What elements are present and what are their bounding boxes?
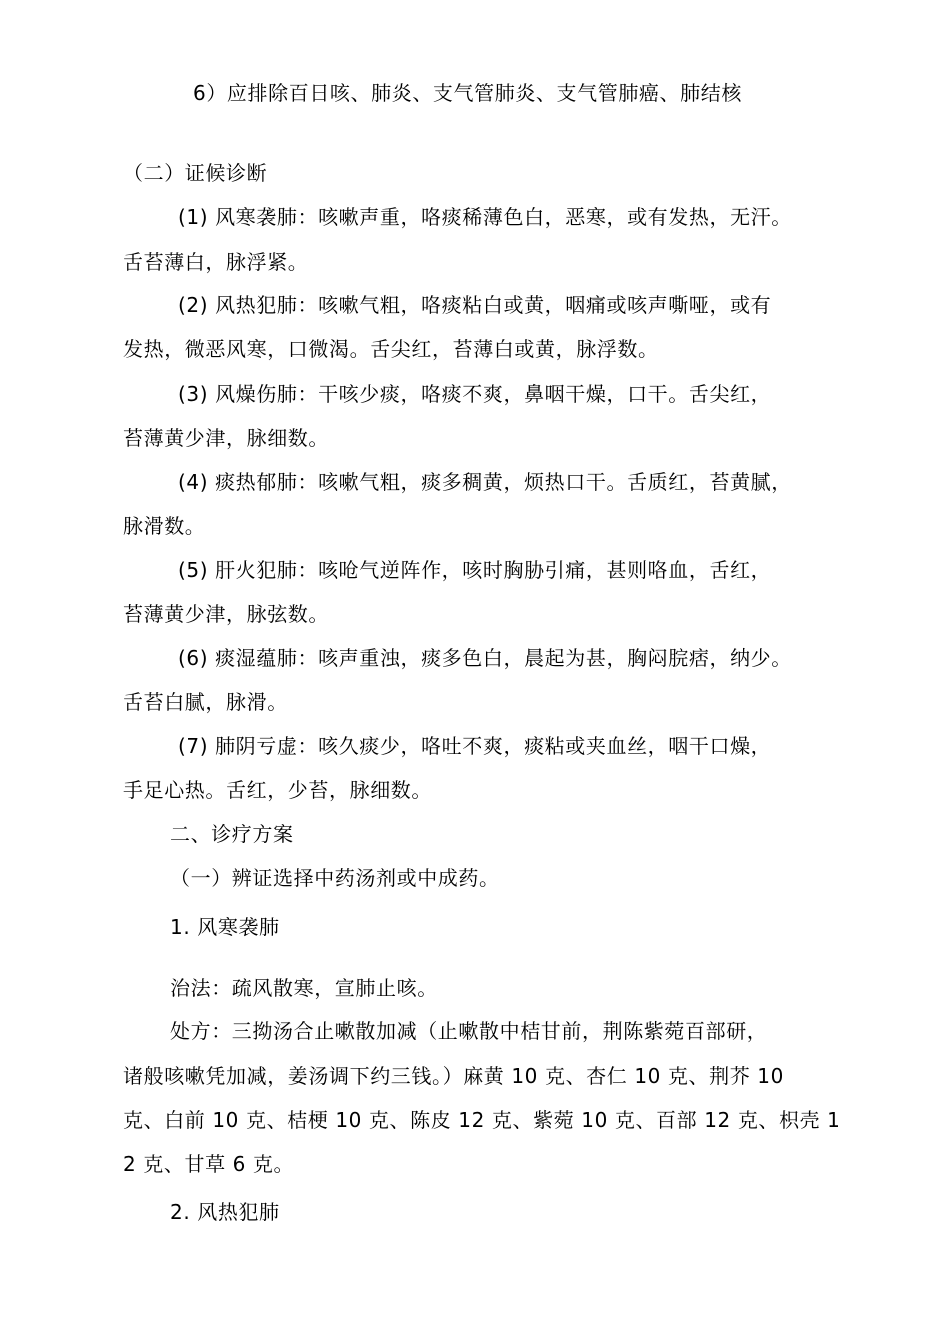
syndrome-1-line2: 舌苔薄白，脉浮紧。 xyxy=(123,250,309,274)
syndrome-7-line1: (7) 肺阴亏虚：咳久痰少，咯吐不爽，痰粘或夹血丝，咽干口燥， xyxy=(178,734,772,758)
type-1-treatment-method: 治法：疏风散寒，宣肺止咳。 xyxy=(170,976,438,1000)
syndrome-1-line1: (1) 风寒袭肺：咳嗽声重，咯痰稀薄色白，恶寒，或有发热，无汗。 xyxy=(178,205,792,229)
type-2-title: 2. 风热犯肺 xyxy=(170,1200,280,1224)
syndrome-6-line1: (6) 痰湿蕴肺：咳声重浊，痰多色白，晨起为甚，胸闷脘痞，纳少。 xyxy=(178,646,792,670)
syndrome-6-line2: 舌苔白腻，脉滑。 xyxy=(123,690,288,714)
sub-heading-herbal-selection: （一）辨证选择中药汤剂或中成药。 xyxy=(170,866,500,890)
syndrome-4-line1: (4) 痰热郁肺：咳嗽气粗，痰多稠黄，烦热口干。舌质红，苔黄腻， xyxy=(178,470,792,494)
heading-treatment-plan: 二、诊疗方案 xyxy=(170,822,294,846)
syndrome-5-line2: 苔薄黄少津，脉弦数。 xyxy=(123,602,329,626)
type-1-title: 1. 风寒袭肺 xyxy=(170,915,280,939)
type-1-prescription-line3: 克、白前 10 克、桔梗 10 克、陈皮 12 克、紫菀 10 克、百部 12 克、枳壳 1 xyxy=(123,1108,841,1132)
type-1-prescription-line2: 诸般咳嗽凭加减，姜汤调下约三钱。）麻黄 10 克、杏仁 10 克、荆芥 10 xyxy=(123,1064,784,1088)
syndrome-5-line1: (5) 肝火犯肺：咳呛气逆阵作，咳时胸胁引痛，甚则咯血，舌红， xyxy=(178,558,772,582)
syndrome-4-line2: 脉滑数。 xyxy=(123,514,206,538)
syndrome-2-line2: 发热，微恶风寒，口微渴。舌尖红，苔薄白或黄，脉浮数。 xyxy=(123,337,659,361)
syndrome-3-line1: (3) 风燥伤肺：干咳少痰，咯痰不爽，鼻咽干燥，口干。舌尖红， xyxy=(178,382,772,406)
syndrome-2-line1: (2) 风热犯肺：咳嗽气粗，咯痰粘白或黄，咽痛或咳声嘶哑，或有 xyxy=(178,293,772,317)
exclusion-item-6: 6）应排除百日咳、肺炎、支气管肺炎、支气管肺癌、肺结核 xyxy=(193,81,742,105)
type-1-prescription-line1: 处方：三拗汤合止嗽散加减（止嗽散中桔甘前，荆陈紫菀百部研， xyxy=(170,1019,768,1043)
syndrome-7-line2: 手足心热。舌红，少苔，脉细数。 xyxy=(123,778,432,802)
type-1-prescription-line4: 2 克、甘草 6 克。 xyxy=(123,1152,295,1176)
syndrome-3-line2: 苔薄黄少津，脉细数。 xyxy=(123,426,329,450)
section-heading-syndrome-diagnosis: （二）证候诊断 xyxy=(123,161,268,185)
